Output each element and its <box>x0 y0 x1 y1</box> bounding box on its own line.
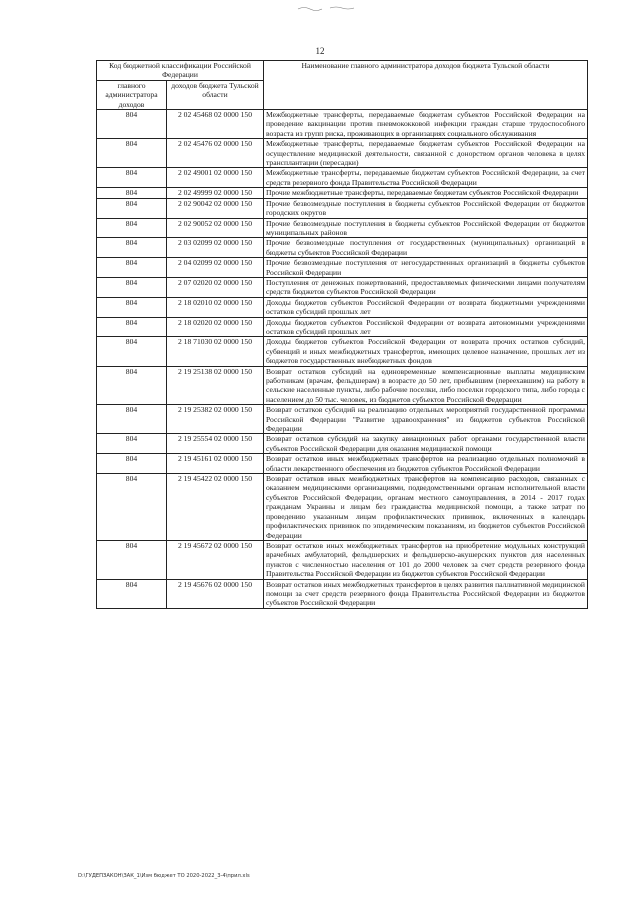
income-code-cell: 2 19 25554 02 0000 150 <box>167 434 264 454</box>
table-header-row <box>97 61 588 81</box>
header-name-column: Наименование главного администратора доходов бюджета Тульской области <box>264 61 588 110</box>
admin-code-cell: 804 <box>97 540 167 579</box>
income-code-cell: 2 19 45672 02 0000 150 <box>167 540 264 579</box>
table-body <box>97 110 588 609</box>
income-name-cell: Доходы бюджетов субъектов Российской Федерации от возврата прочих остатков субсидий, субвенций и иных межбюджетных трансфертов, имеющих целевое назначение, прошлых лет из бюджетов государственных внебюджетных фондов <box>264 337 588 366</box>
income-name-cell: Возврат остатков иных межбюджетных трансфертов в целях развития паллиативной медицинской помощи за счет средств резервного фонда Правительства Российской Федерации из бюджетов субъектов Российской Федерации <box>264 579 588 608</box>
income-code-cell: 2 18 71030 02 0000 150 <box>167 337 264 366</box>
income-name-cell: Межбюджетные трансферты, передаваемые бюджетам субъектов Российской Федерации на проведение вакцинации против пневмококковой инфекции граждан старше трудоспособного возраста из групп риска, проживающих в организациях социального обслуживания <box>264 110 588 139</box>
income-name-cell: Доходы бюджетов субъектов Российской Федерации от возврата автономными учреждениями остатков субсидий прошлых лет <box>264 317 588 337</box>
admin-code-cell: 804 <box>97 218 167 238</box>
table-row <box>97 366 588 405</box>
header-income-column: доходов бюджета Тульской области <box>167 80 264 109</box>
income-code-cell: 2 02 90042 02 0000 150 <box>167 198 264 218</box>
table-row <box>97 218 588 238</box>
admin-code-cell: 804 <box>97 168 167 188</box>
header-code-group: Код бюджетной классификации Российской Федерации <box>97 61 264 81</box>
table-row <box>97 258 588 278</box>
table-row <box>97 297 588 317</box>
income-name-cell: Возврат остатков иных межбюджетных трансфертов на приобретение модульных конструкций врачебных амбулаторий, фельдшерских и фельдшерско-акушерских пунктов для населенных пунктов с численностью населения от 101 до 2000 человек за счет средств резервного фонда Правительства Российской Федерации из бюджетов субъектов Российской Федерации <box>264 540 588 579</box>
income-code-cell: 2 02 49999 02 0000 150 <box>167 188 264 198</box>
budget-classification-table <box>96 60 588 609</box>
table-row <box>97 405 588 434</box>
income-code-cell: 2 18 02020 02 0000 150 <box>167 317 264 337</box>
admin-code-cell: 804 <box>97 188 167 198</box>
income-code-cell: 2 04 02099 02 0000 150 <box>167 258 264 278</box>
income-name-cell: Межбюджетные трансферты, передаваемые бюджетам субъектов Российской Федерации, за счет средств резервного фонда Правительства Российской Федерации <box>264 168 588 188</box>
income-code-cell: 2 19 45161 02 0000 150 <box>167 454 264 474</box>
income-name-cell: Доходы бюджетов субъектов Российской Федерации от возврата бюджетными учреждениями остатков субсидий прошлых лет <box>264 297 588 317</box>
income-name-cell: Межбюджетные трансферты, передаваемые бюджетам субъектов Российской Федерации на осуществление медицинской деятельности, связанной с донорством органов человека в целях трансплантации (пересадки) <box>264 139 588 168</box>
page-number: 12 <box>315 46 325 56</box>
admin-code-cell: 804 <box>97 317 167 337</box>
income-name-cell: Прочие безвозмездные поступления в бюджеты субъектов Российской Федерации от бюджетов городских округов <box>264 198 588 218</box>
income-name-cell: Поступления от денежных пожертвований, предоставляемых физическими лицами получателям средств бюджетов субъектов Российской Федерации <box>264 277 588 297</box>
income-name-cell: Прочие межбюджетные трансферты, передаваемые бюджетам субъектов Российской Федерации <box>264 188 588 198</box>
admin-code-cell: 804 <box>97 110 167 139</box>
admin-code-cell: 804 <box>97 258 167 278</box>
income-name-cell: Возврат остатков иных межбюджетных трансфертов на реализацию отдельных полномочий в области лекарственного обеспечения из бюджетов субъектов Российской Федерации <box>264 454 588 474</box>
income-name-cell: Возврат остатков субсидий на закупку авиационных работ органами государственной власти субъектов Российской Федерации для оказания медицинской помощи <box>264 434 588 454</box>
admin-code-cell: 804 <box>97 434 167 454</box>
admin-code-cell: 804 <box>97 474 167 541</box>
income-code-cell: 2 07 02020 02 0000 150 <box>167 277 264 297</box>
admin-code-cell: 804 <box>97 277 167 297</box>
income-code-cell: 2 03 02099 02 0000 150 <box>167 238 264 258</box>
table-row <box>97 168 588 188</box>
income-code-cell: 2 19 45676 02 0000 150 <box>167 579 264 608</box>
income-code-cell: 2 19 45422 02 0000 150 <box>167 474 264 541</box>
table-row <box>97 474 588 541</box>
income-code-cell: 2 02 45468 02 0000 150 <box>167 110 264 139</box>
income-name-cell: Прочие безвозмездные поступления от государственных (муниципальных) организаций в бюджеты субъектов Российской Федерации <box>264 238 588 258</box>
table-row <box>97 238 588 258</box>
income-name-cell: Возврат остатков субсидий на единовременные компенсационные выплаты медицинским работникам (врачам, фельдшерам) в возрасте до 50 лет, прибывшим (переехавшим) на работу в сельские населенные пункты, либо рабочие поселки, либо поселки городского типа, либо города с населением до 50 тыс. человек, из бюджетов субъектов Российской Федерации <box>264 366 588 405</box>
income-name-cell: Прочие безвозмездные поступления от негосударственных организаций в бюджеты субъектов Российской Федерации <box>264 258 588 278</box>
income-code-cell: 2 19 25138 02 0000 150 <box>167 366 264 405</box>
table-row <box>97 198 588 218</box>
admin-code-cell: 804 <box>97 337 167 366</box>
admin-code-cell: 804 <box>97 139 167 168</box>
admin-code-cell: 804 <box>97 238 167 258</box>
table-row <box>97 579 588 608</box>
table-row <box>97 188 588 198</box>
admin-code-cell: 804 <box>97 405 167 434</box>
income-name-cell: Прочие безвозмездные поступления в бюджеты субъектов Российской Федерации от бюджетов муниципальных районов <box>264 218 588 238</box>
top-handwritten-mark <box>296 4 356 12</box>
table-row <box>97 454 588 474</box>
admin-code-cell: 804 <box>97 297 167 317</box>
income-code-cell: 2 19 25382 02 0000 150 <box>167 405 264 434</box>
income-name-cell: Возврат остатков иных межбюджетных трансфертов на компенсацию расходов, связанных с оказанием медицинскими организациями, подведомственными органам исполнительной власти субъектов Российской Федерации, органам местного самоуправления, в 2014 - 2017 годах гражданам Украины и лицам без гражданства медицинской помощи, а также затрат по проведению указанным лицам профилактических прививок, включенных в календарь профилактических прививок по эпидемическим показаниям, из бюджетов субъектов Российской Федерации <box>264 474 588 541</box>
income-code-cell: 2 02 45476 02 0000 150 <box>167 139 264 168</box>
table-row <box>97 110 588 139</box>
admin-code-cell: 804 <box>97 366 167 405</box>
income-code-cell: 2 18 02010 02 0000 150 <box>167 297 264 317</box>
income-name-cell: Возврат остатков субсидий на реализацию отдельных мероприятий государственной программы Российской Федерации "Развитие здравоохранения" из бюджетов субъектов Российской Федерации <box>264 405 588 434</box>
admin-code-cell: 804 <box>97 198 167 218</box>
footer-file-path: D:\ГУДЕПЗАКОН\ЗАК_1\Изм бюджет ТО 2020-2022_3-4\прил.xls <box>78 873 250 879</box>
header-admin-column: главного администратора доходов <box>97 80 167 109</box>
income-code-cell: 2 02 49001 02 0000 150 <box>167 168 264 188</box>
admin-code-cell: 804 <box>97 454 167 474</box>
table-row <box>97 337 588 366</box>
income-code-cell: 2 02 90052 02 0000 150 <box>167 218 264 238</box>
table-row <box>97 434 588 454</box>
table-row <box>97 277 588 297</box>
table-row <box>97 317 588 337</box>
table-row <box>97 139 588 168</box>
table-row <box>97 540 588 579</box>
admin-code-cell: 804 <box>97 579 167 608</box>
